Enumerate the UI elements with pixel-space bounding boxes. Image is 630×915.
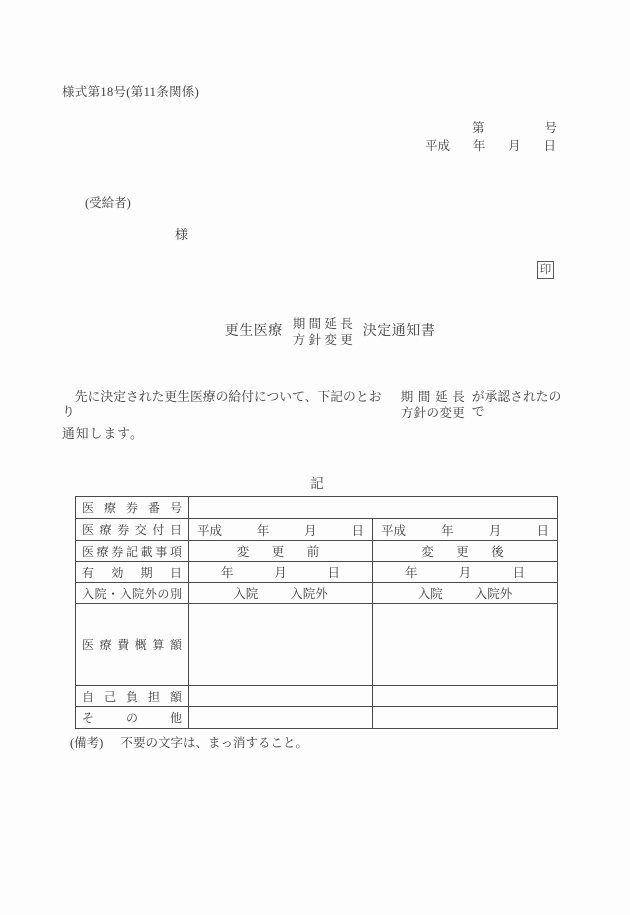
body-line-2: 通知します。 (62, 427, 144, 441)
title-program: 更生医療 (224, 324, 283, 339)
record-table (75, 496, 558, 729)
in-out-before (189, 584, 372, 602)
row-label-valid-until: 有効期日 (76, 562, 189, 583)
self-pay-after-cell (373, 686, 558, 707)
row-issue-date (76, 519, 558, 541)
doc-number-suffix: 号 (544, 121, 557, 135)
ticket-number-value-cell (189, 497, 558, 519)
issue-date-before-cell (189, 519, 373, 541)
month-label: 月 (488, 523, 502, 538)
in-out-after-cell (373, 583, 558, 604)
honorific-sama: 様 (175, 227, 189, 242)
day-label: 日 (512, 566, 525, 580)
valid-until-before-cell (189, 562, 373, 583)
remark-label: (備考) (70, 736, 104, 750)
month-label: 月 (458, 566, 472, 580)
month-label: 月 (304, 523, 317, 538)
year-label: 年 (221, 566, 234, 580)
title-option-top: 期間延長 (292, 317, 353, 331)
valid-until-after-cell (373, 562, 558, 583)
record-heading: 記 (310, 476, 324, 491)
body-option-stack (401, 389, 465, 421)
document-title (0, 316, 630, 348)
issue-date-after-cell (373, 519, 558, 541)
date-day-label: 日 (543, 139, 556, 153)
row-label-self-pay: 自己負担額 (76, 686, 189, 707)
year-label: 年 (256, 523, 270, 538)
other-before-cell (189, 707, 373, 729)
row-label-in-out: 入院・入院外の別 (76, 583, 189, 604)
self-pay-before-cell (189, 686, 373, 707)
date-year-label: 年 (472, 139, 486, 153)
row-in-out (76, 583, 558, 604)
doc-number-line (472, 121, 557, 135)
outpatient-label: 入院外 (290, 587, 328, 601)
year-label: 年 (441, 523, 454, 538)
row-ticket-number (76, 497, 558, 519)
valid-until-before (189, 563, 372, 581)
year-label: 年 (405, 566, 418, 580)
other-after-cell (373, 707, 558, 729)
day-label: 日 (351, 523, 364, 538)
month-label: 月 (274, 566, 287, 580)
row-label-estimated-cost: 医療費概算額 (76, 604, 189, 686)
remark-note (70, 736, 308, 750)
row-label-entries: 医療券記載事項 (76, 541, 189, 562)
in-out-before-cell (189, 583, 373, 604)
body-option-top: 期間延長 (400, 390, 465, 404)
row-label-ticket-number: 医療券番号 (76, 497, 189, 519)
entries-after-cell: 変 更 後 (373, 541, 558, 562)
row-self-pay (76, 686, 558, 707)
title-option-stack (293, 316, 353, 348)
body-paragraph (62, 389, 574, 441)
issue-date-line (425, 139, 556, 153)
recipient-label: (受給者) (85, 196, 131, 210)
form-number: 様式第18号(第11条関係) (62, 85, 200, 99)
row-label-issue-date: 医療券交付日 (76, 519, 189, 541)
row-other (76, 707, 558, 729)
date-month-label: 月 (508, 139, 521, 153)
date-era-label: 平成 (425, 139, 451, 153)
row-estimated-cost (76, 604, 558, 686)
inpatient-label: 入院 (233, 587, 259, 601)
day-label: 日 (327, 566, 340, 580)
doc-number-prefix: 第 (472, 121, 485, 135)
row-valid-until (76, 562, 558, 583)
title-option-bottom: 方針変更 (292, 333, 353, 347)
day-label: 日 (536, 523, 549, 538)
seal-box (537, 261, 554, 279)
entries-before-cell: 変 更 前 (189, 541, 373, 562)
in-out-after (373, 584, 557, 602)
estimated-cost-before-cell (189, 604, 373, 686)
issue-date-after (373, 521, 557, 539)
row-entries (76, 541, 558, 562)
inpatient-label: 入院 (417, 587, 443, 601)
era-label: 平成 (197, 523, 223, 538)
valid-until-after (373, 563, 557, 581)
seal-mark-icon: 印 (539, 264, 552, 276)
remark-text: 不要の文字は、まっ消すること。 (120, 736, 308, 750)
era-label: 平成 (381, 523, 407, 538)
outpatient-label: 入院外 (474, 587, 513, 601)
row-label-other: その他 (76, 707, 189, 729)
body-lead-text: 先に決定された更生医療の給付について、下記のとおり (62, 390, 382, 419)
body-line-1 (62, 389, 574, 421)
title-suffix: 決定通知書 (362, 324, 436, 339)
body-tail-text: が承認されたので (471, 390, 562, 419)
issue-date-before (189, 521, 372, 539)
body-option-bottom: 方針の変更 (400, 406, 465, 420)
estimated-cost-after-cell (373, 604, 558, 686)
